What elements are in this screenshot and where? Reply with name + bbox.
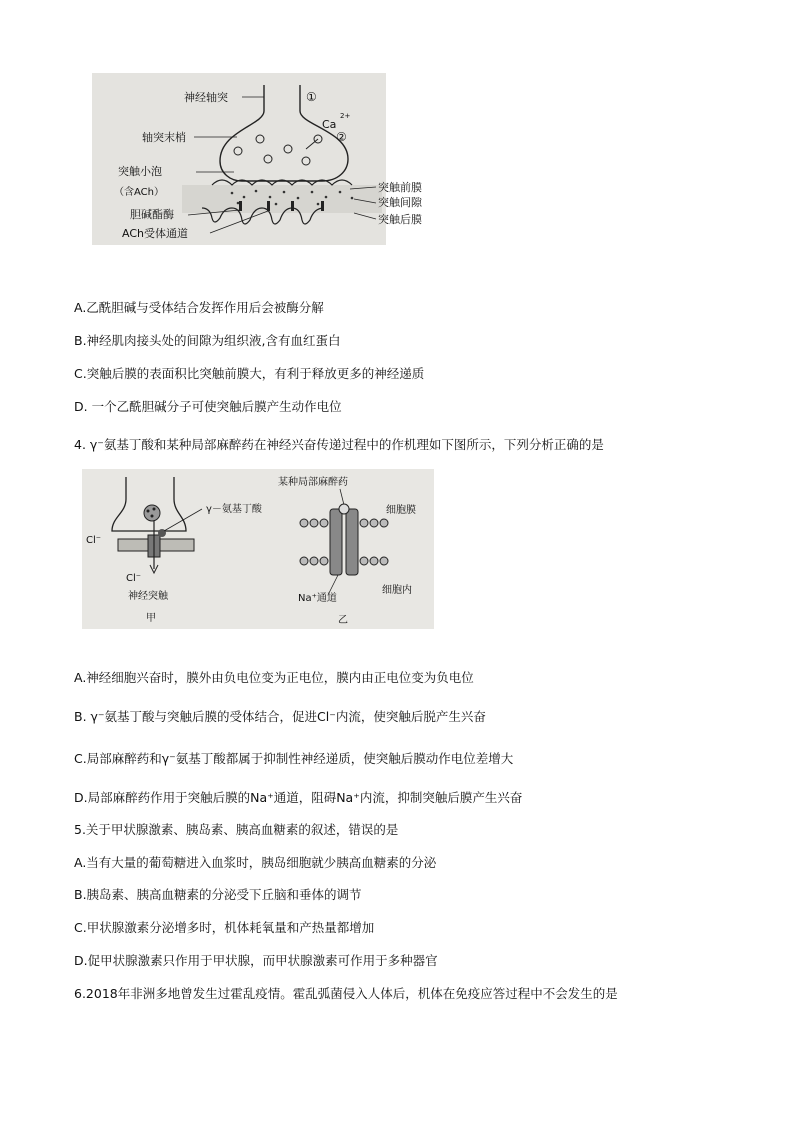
label-membrane: 细胞膜 bbox=[386, 505, 416, 516]
label-postsyn: 突触后膜 bbox=[378, 213, 422, 226]
caption-yi: 乙 bbox=[338, 615, 348, 626]
q5-stem: 5.关于甲状腺激素、胰岛素、胰高血糖素的叙述，错误的是 bbox=[74, 822, 399, 837]
label-circle1: ① bbox=[306, 90, 317, 104]
q3-option-d: D. 一个乙酰胆碱分子可使突触后膜产生动作电位 bbox=[74, 399, 342, 414]
label-gaba: γ－氨基丁酸 bbox=[206, 504, 262, 515]
label-cleft: 突触间隙 bbox=[378, 196, 422, 209]
q6-stem: 6.2018年非洲多地曾发生过霍乱疫情。霍乱弧菌侵入人体后，机体在免疫应答过程中不会发生的是 bbox=[74, 986, 618, 1001]
label-cl-bottom: Cl⁻ bbox=[126, 573, 142, 584]
q4-option-a: A.神经细胞兴奋时，膜外由负电位变为正电位，膜内由正电位变为负电位 bbox=[74, 670, 474, 685]
mechanism-diagram bbox=[82, 469, 434, 629]
label-anesthetic: 某种局部麻醉药 bbox=[278, 477, 348, 488]
label-ca-sup: 2+ bbox=[340, 112, 351, 120]
label-circle2: ② bbox=[336, 130, 347, 144]
label-na-channel: Na⁺通道 bbox=[298, 593, 337, 604]
q5-option-b: B.胰岛素、胰高血糖素的分泌受下丘脑和垂体的调节 bbox=[74, 887, 362, 902]
label-ca: Ca bbox=[322, 118, 337, 131]
q4-option-b: B. γ⁻氨基丁酸与突触后膜的受体结合，促进Cl⁻内流，使突触后脱产生兴奋 bbox=[74, 709, 486, 724]
q4-stem: 4. γ⁻氨基丁酸和某种局部麻醉药在神经兴奋传递过程中的作机理如下图所示，下列分析正确的是 bbox=[74, 437, 604, 452]
caption-jia: 甲 bbox=[146, 613, 156, 624]
q5-option-c: C.甲状腺激素分泌增多时，机体耗氧量和产热量都增加 bbox=[74, 920, 375, 935]
q3-option-a: A.乙酰胆碱与受体结合发挥作用后会被酶分解 bbox=[74, 300, 324, 315]
label-inside: 细胞内 bbox=[382, 585, 412, 596]
label-presyn: 突触前膜 bbox=[378, 181, 422, 194]
q3-option-b: B.神经肌肉接头处的间隙为组织液,含有血红蛋白 bbox=[74, 333, 341, 348]
label-cl-top: Cl⁻ bbox=[86, 535, 102, 546]
synapse-diagram bbox=[92, 73, 422, 245]
label-ach-channel: ACh受体通道 bbox=[122, 227, 188, 240]
label-vesicle-ach: （含ACh） bbox=[114, 187, 164, 198]
synapse-diagram-svg bbox=[92, 73, 422, 245]
q3-option-c: C.突触后膜的表面积比突触前膜大，有利于释放更多的神经递质 bbox=[74, 366, 425, 381]
label-terminal: 轴突末梢 bbox=[142, 131, 186, 144]
q4-option-d: D.局部麻醉药作用于突触后膜的Na⁺通道，阻碍Na⁺内流，抑制突触后膜产生兴奋 bbox=[74, 790, 523, 805]
label-synapse: 神经突触 bbox=[128, 591, 168, 602]
label-vesicle: 突触小泡 bbox=[118, 165, 162, 178]
q5-option-d: D.促甲状腺激素只作用于甲状腺，而甲状腺激素可作用于多种器官 bbox=[74, 953, 438, 968]
q5-option-a: A.当有大量的葡萄糖进入血浆时，胰岛细胞就少胰高血糖素的分泌 bbox=[74, 855, 437, 870]
mechanism-diagram-svg bbox=[82, 469, 434, 629]
label-axon: 神经轴突 bbox=[184, 91, 228, 104]
q4-option-c: C.局部麻醉药和γ⁻氨基丁酸都属于抑制性神经递质，使突触后膜动作电位差增大 bbox=[74, 751, 514, 766]
label-cholinesterase: 胆碱酯酶 bbox=[130, 208, 174, 221]
